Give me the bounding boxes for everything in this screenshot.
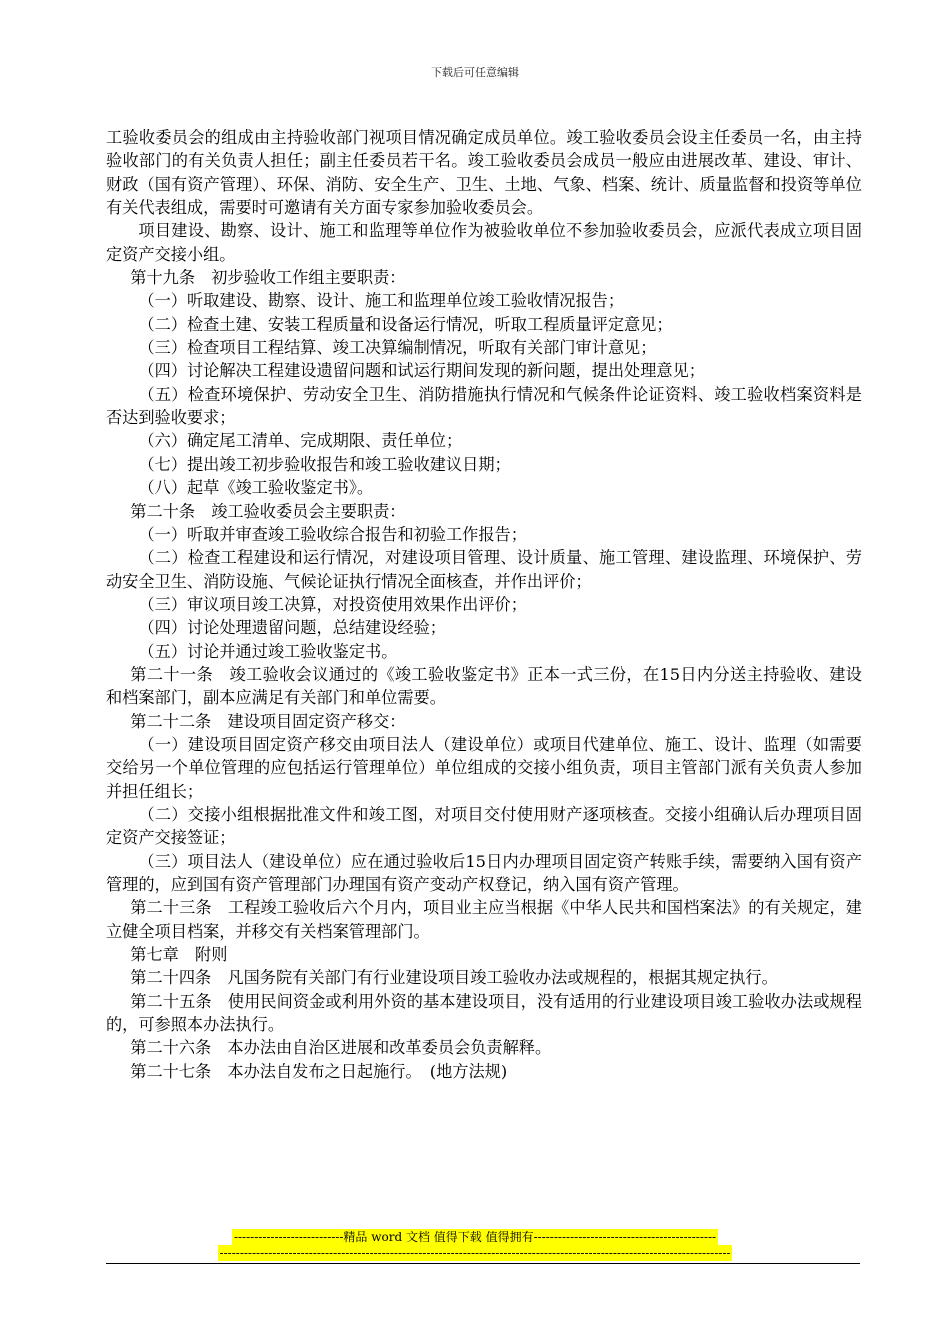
article-19-item-3: （三）检查项目工程结算、竣工决算编制情况，听取有关部门审计意见； bbox=[138, 338, 657, 358]
article-22-heading: 第二十二条 建设项目固定资产移交： bbox=[130, 711, 406, 731]
article-22-item-2: （二）交接小组根据批准文件和竣工图，对项目交付使用财产逐项核查。交接小组确认后办理项目固定资产交接签证； bbox=[106, 804, 862, 848]
article-19-heading: 第十九条 初步验收工作组主要职责： bbox=[130, 268, 406, 288]
article-20-item-1: （一）听取并审查竣工验收综合报告和初验工作报告； bbox=[138, 524, 527, 544]
article-22-item-3: （三）项目法人（建设单位）应在通过验收后15日内办理项目固定资产转账手续，需要纳入国有资产管理的，应到国有资产管理部门办理国有资产变动产权登记，纳入国有资产管理。 bbox=[106, 851, 862, 894]
article-25: 第二十五条 使用民间资金或利用外资的基本建设项目，没有适用的行业建设项目竣工验收办法或规程的，可参照本办法执行。 bbox=[106, 991, 862, 1035]
article-27: 第二十七条 本办法自发布之日起施行。 (地方法规) bbox=[130, 1061, 508, 1081]
chapter-7-heading: 第七章 附则 bbox=[130, 945, 228, 965]
article-20-item-3: （三）审议项目竣工决算，对投资使用效果作出评价； bbox=[138, 594, 527, 614]
footer-banner bbox=[0, 1229, 950, 1265]
document-body bbox=[106, 126, 862, 1083]
article-24: 第二十四条 凡国务院有关部门有行业建设项目竣工验收办法或规程的，根据其规定执行。 bbox=[130, 968, 778, 988]
article-22-item-1: （一）建设项目固定资产移交由项目法人（建设单位）或项目代建单位、施工、设计、监理（如需要交给另一个单位管理的应包括运行管理单位）单位组成的交接小组负责，项目主管部门派有关负责人参加并担任组长； bbox=[106, 734, 862, 801]
article-19-item-4: （四）讨论解决工程建设遗留问题和试运行期间发现的新问题，提出处理意见； bbox=[138, 361, 705, 381]
article-19-item-2: （二）检查土建、安装工程质量和设备运行情况，听取工程质量评定意见； bbox=[138, 314, 673, 334]
article-20-item-5: （五）讨论并通过竣工验收鉴定书。 bbox=[138, 641, 398, 661]
footer-banner-line-1: ---------------------------精品 word 文档 值得下载 值得拥有--------------------------------------------- bbox=[233, 1230, 717, 1244]
article-19-item-1: （一）听取建设、勘察、设计、施工和监理单位竣工验收情况报告； bbox=[138, 291, 625, 311]
article-20-heading: 第二十条 竣工验收委员会主要职责： bbox=[130, 501, 406, 521]
footer-banner-line-2: ------------------------------------------------------------------------------------------------------------------------------ bbox=[219, 1246, 731, 1260]
article-20-item-2: （二）检查工程建设和运行情况，对建设项目管理、设计质量、施工管理、建设监理、环境保护、劳动安全卫生、消防设施、气候论证执行情况全面核查，并作出评价； bbox=[106, 548, 862, 591]
article-19-item-7: （七）提出竣工初步验收报告和竣工验收建议日期； bbox=[138, 454, 511, 474]
article-19-item-6: （六）确定尾工清单、完成期限、责任单位； bbox=[138, 431, 463, 451]
article-19-item-5: （五）检查环境保护、劳动安全卫生、消防措施执行情况和气候条件论证资料、竣工验收档案资料是否达到验收要求； bbox=[106, 384, 862, 428]
article-19-item-8: （八）起草《竣工验收鉴定书》。 bbox=[138, 478, 374, 498]
article-20-item-4: （四）讨论处理遗留问题，总结建设经验； bbox=[138, 618, 446, 638]
article-26: 第二十六条 本办法由自治区进展和改革委员会负责解释。 bbox=[130, 1038, 552, 1058]
paragraph-handover-group: 项目建设、勘察、设计、施工和监理等单位作为被验收单位不参加验收委员会，应派代表成立项目固定资产交接小组。 bbox=[106, 221, 862, 264]
footer-divider bbox=[106, 1263, 860, 1264]
article-23: 第二十三条 工程竣工验收后六个月内，项目业主应当根据《中华人民共和国档案法》的有关规定，建立健全项目档案，并移交有关档案管理部门。 bbox=[106, 898, 862, 941]
article-21: 第二十一条 竣工验收会议通过的《竣工验收鉴定书》正本一式三份，在15日内分送主持验收、建设和档案部门，副本应满足有关部门和单位需要。 bbox=[106, 664, 862, 708]
page-header: 下载后可任意编辑 bbox=[431, 66, 519, 79]
paragraph-committee-composition: 工验收委员会的组成由主持验收部门视项目情况确定成员单位。竣工验收委员会设主任委员一名，由主持验收部门的有关负责人担任；副主任委员若干名。竣工验收委员会成员一般应由进展改革、建设、审计、财政（国有资产管理）、环保、消防、安全生产、卫生、土地、气象、档案、统计、质量监督和投资等单位有关代表组成，需要时可邀请有关方面专家参加验收委员会。 bbox=[106, 128, 862, 218]
